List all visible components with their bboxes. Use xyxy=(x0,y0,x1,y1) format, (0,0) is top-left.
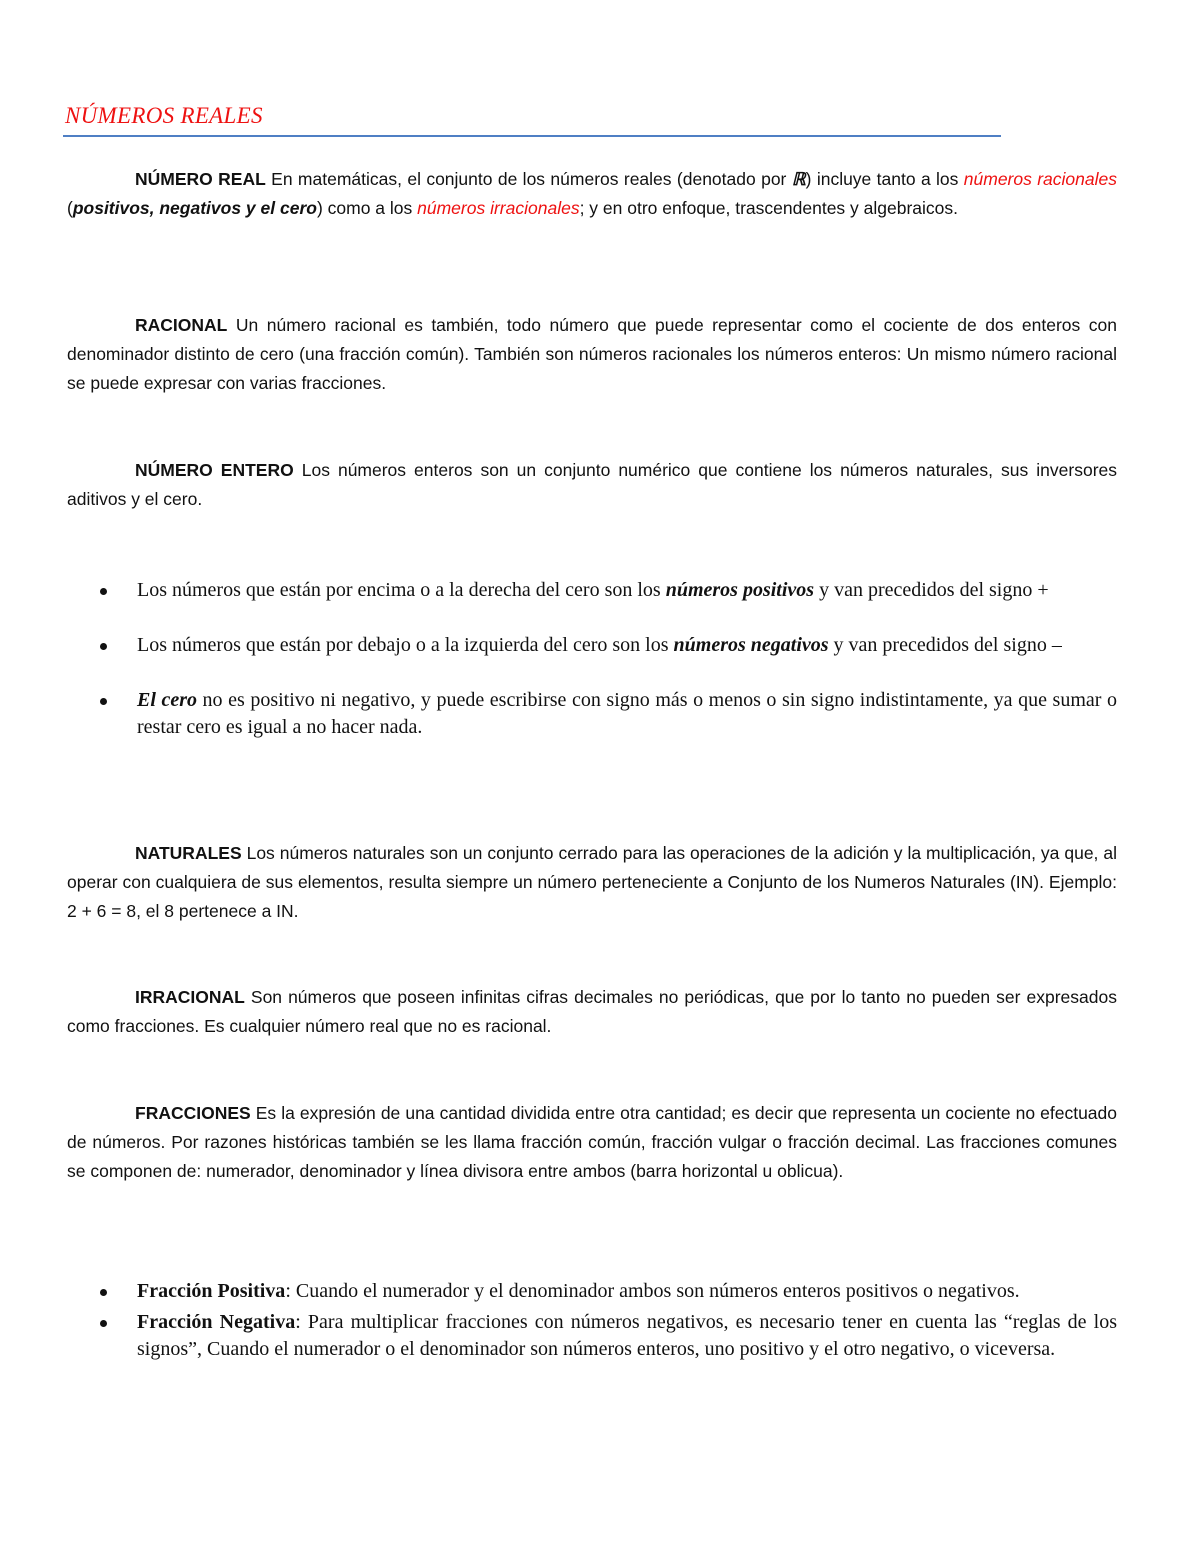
bullet-icon xyxy=(100,588,107,595)
paragraph-fracciones xyxy=(67,1099,1117,1186)
tipos-fraccion-list xyxy=(0,1278,1200,1363)
paragraph-numero-entero xyxy=(67,456,1117,514)
bullet-icon xyxy=(100,643,107,650)
text-segment: ) como a los xyxy=(316,198,418,218)
text-segment: ) incluye tanto a los xyxy=(805,169,964,189)
list-item xyxy=(0,1309,1117,1363)
emphasis-numeros-negativos: números negativos xyxy=(673,634,829,656)
link-numeros-irracionales: números irracionales xyxy=(417,198,580,218)
list-item xyxy=(0,1278,1117,1305)
page-title: NÚMEROS REALES xyxy=(65,103,263,128)
signos-list xyxy=(0,577,1200,741)
term-naturales: NATURALES xyxy=(135,843,242,863)
text-segment: Los números que están por encima o a la derecha del cero son los xyxy=(137,579,666,601)
bullet-icon xyxy=(100,1320,107,1327)
list-item xyxy=(0,577,1117,604)
emphasis-numeros-positivos: números positivos xyxy=(665,579,815,601)
text-segment: ; y en otro enfoque, trascendentes y algebraicos. xyxy=(579,198,959,218)
paragraph-numero-real xyxy=(67,165,1117,223)
title-underline xyxy=(63,135,1001,137)
text-segment: y van precedidos del signo + xyxy=(814,579,1049,601)
text-segment: Los números naturales son un conjunto cerrado para las operaciones de la adición y la multiplicación, ya que, al operar con cualquiera de sus elementos, resulta siempre un número perteneciente a Conjunto de los Numeros Naturales (IN). Ejemplo: 2 + 6 = 8, el 8 pertenece a IN. xyxy=(67,843,1117,921)
text-segment: no es positivo ni negativo, y puede escribirse con signo más o menos o sin signo indistintamente, ya que sumar o restar cero es igual a no hacer nada. xyxy=(137,689,1117,738)
term-fraccion-negativa: Fracción Negativa xyxy=(137,1311,296,1333)
emphasis-el-cero: El cero xyxy=(137,689,197,711)
term-numero-real: NÚMERO REAL xyxy=(135,169,266,189)
text-segment: Los números enteros son un conjunto numérico que contiene los números naturales, sus inversores aditivos y el cero. xyxy=(67,460,1118,509)
text-segment: En matemáticas, el conjunto de los números reales (denotado por xyxy=(265,169,792,189)
term-irracional: IRRACIONAL xyxy=(135,987,245,1007)
text-segment: Los números que están por debajo o a la izquierda del cero son los xyxy=(137,634,674,656)
link-numeros-racionales: números racionales xyxy=(963,169,1117,189)
text-segment: ( xyxy=(67,198,73,218)
emphasis-positivos: positivos, negativos y el cero xyxy=(72,198,317,218)
text-segment: : Para multiplicar fracciones con números negativos, es necesario tener en cuenta las “reglas de los signos”, Cuando el numerador o el denominador son números enteros, uno positivo y el otro negativo, o viceversa. xyxy=(137,1311,1118,1360)
list-item xyxy=(0,687,1117,741)
bullet-icon xyxy=(100,1289,107,1296)
term-racional: RACIONAL xyxy=(135,315,228,335)
text-segment: Son números que poseen infinitas cifras decimales no periódicas, que por lo tanto no pueden ser expresados como fracciones. Es cualquier número real que no es racional. xyxy=(67,987,1117,1036)
text-segment: y van precedidos del signo – xyxy=(828,634,1062,656)
paragraph-racional xyxy=(67,311,1117,398)
term-numero-entero: NÚMERO ENTERO xyxy=(135,460,294,480)
text-segment: Es la expresión de una cantidad dividida entre otra cantidad; es decir que representa un cociente no efectuado de números. Por razones históricas también se les llama fracción común, fracción vulgar o fracción decimal. Las fracciones comunes se componen de: numerador, denominador y línea divisora entre ambos (barra horizontal u oblicua). xyxy=(67,1103,1117,1181)
paragraph-irracional xyxy=(67,983,1117,1041)
term-fracciones: FRACCIONES xyxy=(135,1103,251,1123)
term-fraccion-positiva: Fracción Positiva xyxy=(137,1280,286,1302)
paragraph-naturales xyxy=(67,839,1117,926)
text-segment: : Cuando el numerador y el denominador ambos son números enteros positivos o negativos. xyxy=(285,1280,1020,1302)
bullet-icon xyxy=(100,698,107,705)
text-segment: Un número racional es también, todo número que puede representar como el cociente de dos enteros con denominador distinto de cero (una fracción común). También son números racionales los números enteros: Un mismo número racional se puede expresar con varias fracciones. xyxy=(67,315,1117,393)
real-set-symbol: ℝ xyxy=(791,169,806,189)
list-item xyxy=(0,632,1117,659)
